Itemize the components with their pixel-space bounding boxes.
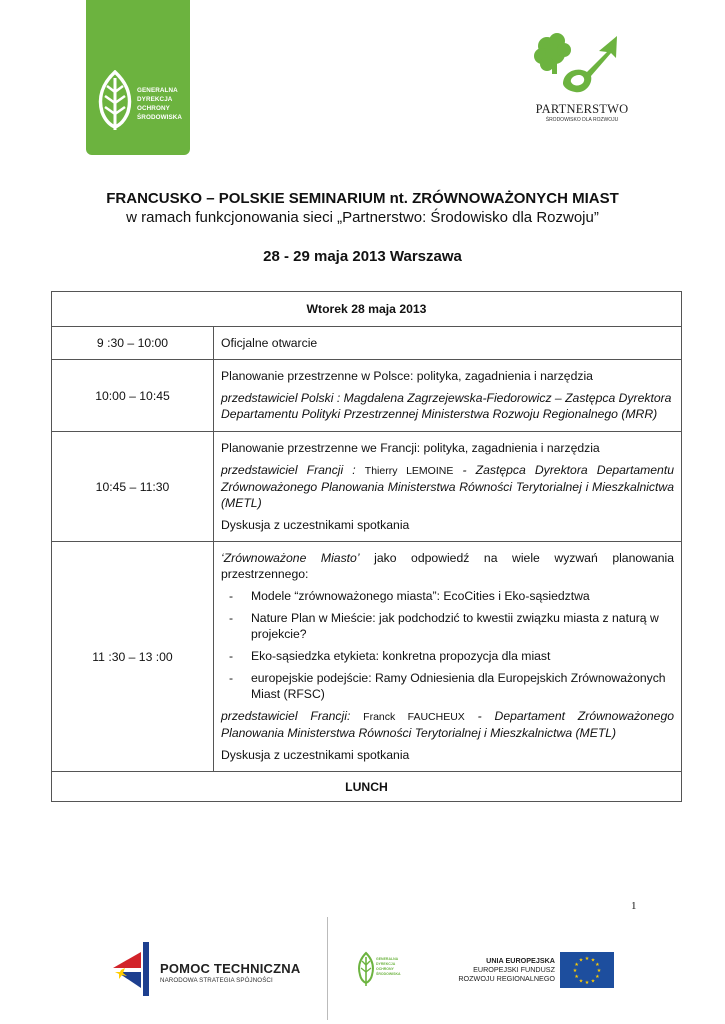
pomoc-techniczna-subtitle: NARODOWA STRATEGIA SPÓJNOŚCI bbox=[160, 977, 273, 984]
pomoc-techniczna-title: POMOC TECHNICZNA bbox=[160, 961, 301, 976]
list-item: - europejskie podejście: Ramy Odniesienia dla Europejskich Zrównoważonych Miast (RFSC) bbox=[221, 670, 674, 702]
list-item: - Nature Plan w Mieście: jak podchodzić to kwestii związku miasta z naturą w projekcie? bbox=[221, 610, 674, 642]
agenda-item: Oficjalne otwarcie bbox=[221, 336, 318, 350]
lunch-label: LUNCH bbox=[52, 772, 682, 802]
list-item: - Eko-sąsiedzka etykieta: konkretna propozycja dla miast bbox=[221, 648, 674, 664]
lunch-row bbox=[52, 772, 682, 802]
schedule-table bbox=[51, 291, 682, 802]
table-row bbox=[52, 432, 682, 542]
topic-list bbox=[221, 588, 674, 702]
gdos-small-leaf-icon bbox=[357, 951, 375, 987]
pomoc-techniczna-logo-icon bbox=[113, 942, 157, 996]
seminar-subtitle: w ramach funkcjonowania sieci „Partnerstwo: Środowisko dla Rozwoju” bbox=[126, 209, 599, 226]
svg-text:★: ★ bbox=[595, 962, 600, 968]
svg-text:★: ★ bbox=[574, 962, 579, 968]
svg-text:★: ★ bbox=[596, 968, 602, 974]
partnerstwo-tree-arrow-icon bbox=[533, 32, 631, 102]
speaker-name: Franck FAUCHEUX bbox=[363, 711, 465, 723]
svg-text:★: ★ bbox=[578, 978, 584, 985]
day-header: Wtorek 28 maja 2013 bbox=[52, 292, 682, 327]
eu-flag-icon bbox=[560, 952, 614, 988]
content-cell bbox=[214, 360, 682, 432]
leaf-icon bbox=[96, 70, 134, 132]
agenda-speaker: przedstawiciel Francji : Thierry LEMOINE - Zastępca Dyrektora Departamentu Zrównoważonego Planowania Ministerstwa Równości Terytorialnej i Mieszkalnictwa (METL) bbox=[221, 463, 675, 510]
gdos-small-logo-text: GENERALNA DYREKCJA OCHRONY ŚRODOWISKA bbox=[376, 957, 401, 976]
svg-text:★: ★ bbox=[590, 978, 596, 985]
content-cell bbox=[214, 432, 682, 542]
table-row bbox=[52, 327, 682, 360]
day-header-row bbox=[52, 292, 682, 327]
svg-text:★: ★ bbox=[584, 980, 590, 986]
speaker-name: Thierry LEMOINE bbox=[364, 465, 454, 477]
time-cell: 9 :30 – 10:00 bbox=[52, 327, 214, 360]
svg-text:★: ★ bbox=[584, 956, 590, 962]
gdos-logo-text: GENERALNA DYREKCJA OCHRONY ŚRODOWISKA bbox=[137, 87, 183, 121]
agenda-discussion: Dyskusja z uczestnikami spotkania bbox=[221, 748, 410, 762]
partnerstwo-logo-word: PARTNERSTWO bbox=[535, 102, 629, 116]
seminar-title: FRANCUSKO – POLSKIE SEMINARIUM nt. ZRÓWNOWAŻONYCH MIAST bbox=[106, 190, 619, 207]
table-row bbox=[52, 542, 682, 772]
content-cell bbox=[214, 542, 682, 772]
agenda-topic: Planowanie przestrzenne w Polsce: polityka, zagadnienia i narzędzia bbox=[221, 369, 593, 383]
time-cell: 11 :30 – 13 :00 bbox=[52, 542, 214, 772]
eu-fund-label: UNIA EUROPEJSKA EUROPEJSKI FUNDUSZ ROZWOJU REGIONALNEGO bbox=[458, 956, 555, 983]
agenda-discussion: Dyskusja z uczestnikami spotkania bbox=[221, 518, 410, 532]
svg-text:★: ★ bbox=[595, 974, 600, 980]
content-cell bbox=[214, 327, 682, 360]
time-cell: 10:45 – 11:30 bbox=[52, 432, 214, 542]
list-item: - Modele “zrównoważonego miasta”: EcoCities i Eko-sąsiedztwa bbox=[221, 588, 674, 604]
svg-text:★: ★ bbox=[578, 957, 584, 964]
agenda-topic: Planowanie przestrzenne we Francji: polityka, zagadnienia i narzędzia bbox=[221, 441, 600, 455]
page-number: 1 bbox=[631, 900, 637, 912]
svg-text:★: ★ bbox=[590, 957, 596, 964]
seminar-date: 28 - 29 maja 2013 Warszawa bbox=[263, 248, 462, 265]
table-row bbox=[52, 360, 682, 432]
agenda-speaker: przedstawiciel Francji: Franck FAUCHEUX - Departament Zrównoważonego Planowania Ministerstwa Równości Terytorialnej i Mieszkalnictwa (METL) bbox=[221, 709, 675, 740]
agenda-intro: ‘Zrównoważone Miasto’ jako odpowiedź na wiele wyzwań planowania przestrzennego: bbox=[221, 551, 674, 581]
document-title bbox=[0, 189, 725, 265]
gdos-logo bbox=[86, 0, 190, 155]
footer-divider bbox=[327, 917, 328, 1020]
time-cell: 10:00 – 10:45 bbox=[52, 360, 214, 432]
partnerstwo-logo-subtitle: ŚRODOWISKO DLA ROZWOJU bbox=[545, 117, 619, 123]
svg-text:★: ★ bbox=[574, 974, 579, 980]
agenda-speaker: przedstawiciel Polski : Magdalena Zagrzejewska-Fiedorowicz – Zastępca Dyrektora Departamentu Polityki Przestrzennej Ministerstwa Rozwoju Regionalnego (MRR) bbox=[221, 391, 672, 421]
svg-text:★: ★ bbox=[572, 968, 578, 974]
